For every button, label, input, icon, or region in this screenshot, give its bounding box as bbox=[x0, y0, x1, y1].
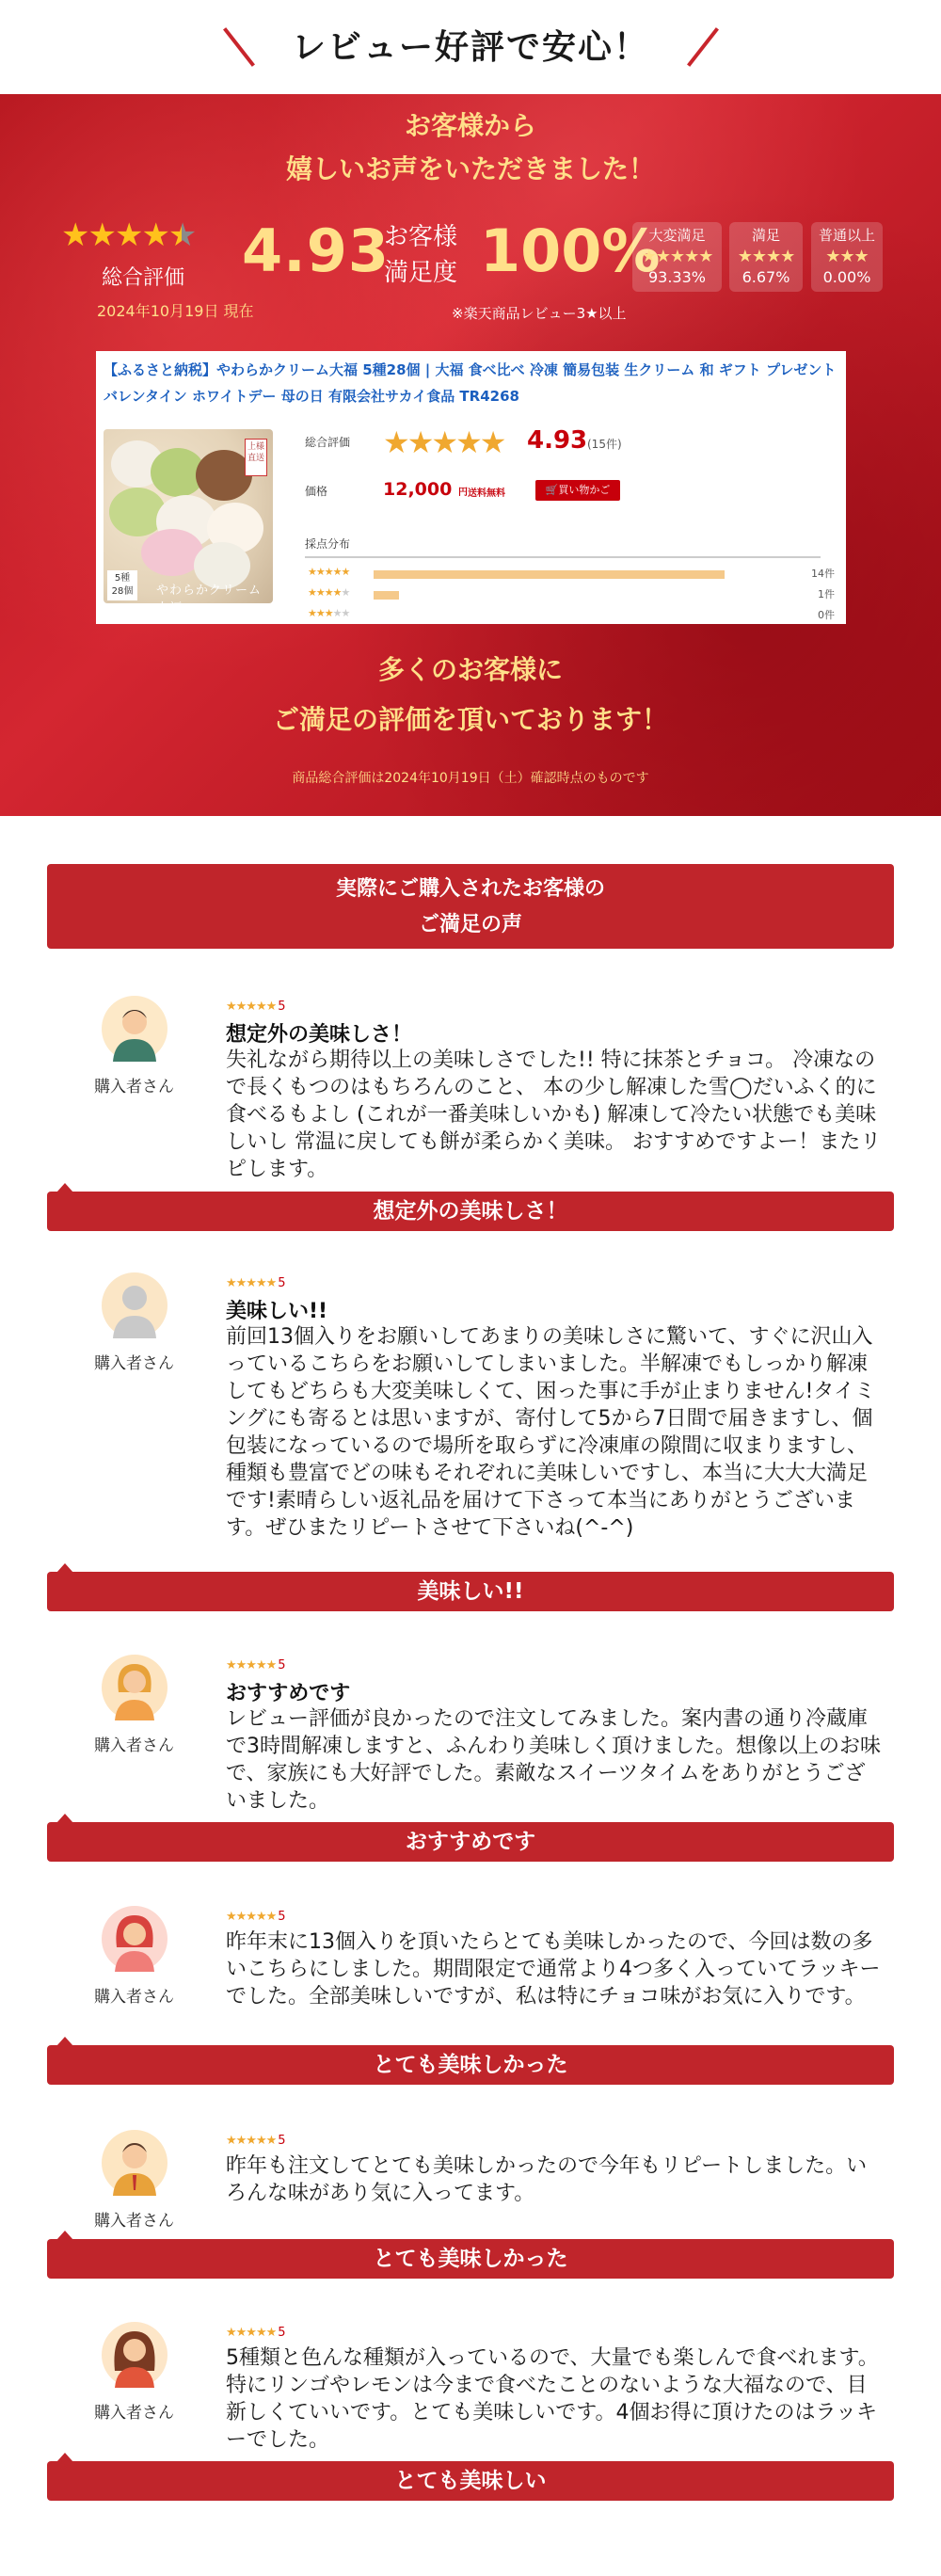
overall-rating-stars: ★★★★★ bbox=[61, 216, 196, 254]
reviewer-label: 購入者 bbox=[94, 1354, 142, 1373]
badge-very-satisfied bbox=[632, 222, 722, 292]
badge-title: 満足 bbox=[751, 227, 780, 244]
badge-average-or-better bbox=[811, 222, 883, 292]
distribution-row-3 bbox=[308, 607, 835, 624]
overall-score: 4.93 bbox=[242, 216, 390, 285]
reviewer-label: 購入者 bbox=[94, 1988, 142, 2007]
page-title: レビュー好評で安心！ bbox=[291, 28, 649, 67]
cart-icon: 🛒 bbox=[545, 484, 559, 496]
rating-score: 4.93 bbox=[527, 426, 588, 455]
distribution-label: 採点分布 bbox=[305, 537, 351, 551]
review-title: 美味しい!! bbox=[226, 1300, 328, 1323]
review-body: 昨年末に13個入りを頂いたらとても美味しかったので、今回は数の多いこちらにしました。期間限定で通常より4つ多く入っていてラッキーでした。全部美味しいですが、私は特にチョコ味がお気に入りです。 bbox=[226, 1930, 881, 2008]
distribution-row-5 bbox=[308, 566, 835, 583]
reviewer-name bbox=[94, 1983, 174, 2007]
review-stars-glyph: ★★★★★ bbox=[226, 1910, 277, 1924]
distribution-stars-4: ★★★★★ bbox=[308, 586, 350, 599]
review-stars bbox=[226, 1000, 285, 1014]
review-title: 想定外の美味しさ！ bbox=[226, 1023, 413, 1047]
section-title-line1: 実際にご購入されたお客様の bbox=[335, 877, 605, 901]
person-icon bbox=[102, 1272, 167, 1338]
section-title-line2: ご満足の声 bbox=[418, 913, 522, 936]
badge-title: 大変満足 bbox=[648, 227, 706, 244]
review-count-link[interactable]: (15件) bbox=[587, 438, 622, 451]
reviewer-suffix: さん bbox=[142, 1988, 174, 2007]
distribution-bar bbox=[374, 570, 725, 579]
review-stars-glyph: ★★★★★ bbox=[226, 1658, 277, 1672]
reviewer-name bbox=[94, 1350, 174, 1373]
distribution-count: 1件 bbox=[818, 588, 835, 600]
badge-title: 普通以上 bbox=[818, 227, 875, 244]
review-summary-bar: 美味しい!! bbox=[47, 1572, 894, 1611]
review-stars bbox=[226, 1910, 285, 1924]
mochi-chocolate bbox=[196, 450, 252, 501]
banner-heading-line1: お客様から bbox=[404, 110, 536, 141]
reviewer-name bbox=[94, 1073, 174, 1096]
reviewer-name bbox=[94, 2399, 174, 2423]
product-image-count: 5種 28個 bbox=[107, 570, 137, 600]
banner-heading-line2: 嬉しいお声をいただきました！ bbox=[285, 153, 655, 184]
rating-stars: ★★★★★ bbox=[383, 424, 504, 460]
review-stars bbox=[226, 1658, 285, 1672]
distribution-stars-5: ★★★★★ bbox=[308, 566, 350, 578]
reviewer-suffix: さん bbox=[142, 1354, 174, 1373]
customer-voices-header bbox=[47, 864, 894, 949]
product-image-tag: 上様 直送 bbox=[245, 439, 267, 476]
distribution-stars-3: ★★★★★ bbox=[308, 607, 350, 619]
review-body: レビュー評価が良かったので注文してみました。案内書の通り冷蔵庫で3時間解凍しますと、ふんわり美味しく頂けました。想像以上のお味で、家族にも大好評でした。素敵なスイーツタイムをありがとうございました。 bbox=[226, 1707, 881, 1813]
avatar-woman-red-hair bbox=[102, 1906, 167, 1972]
person-icon bbox=[102, 1655, 167, 1720]
distribution-count: 0件 bbox=[818, 609, 835, 621]
avatar-woman-long-hair bbox=[102, 2322, 167, 2388]
distribution-row-4 bbox=[308, 586, 835, 603]
free-shipping-label: 送料無料 bbox=[468, 488, 505, 499]
reviewer-label: 購入者 bbox=[94, 2212, 142, 2231]
cart-button-label: 買い物かご bbox=[558, 484, 611, 496]
distribution-count: 14件 bbox=[811, 568, 835, 580]
rating-label: 総合評価 bbox=[305, 436, 351, 449]
person-icon bbox=[102, 996, 167, 1062]
price-value bbox=[383, 479, 468, 500]
person-icon bbox=[102, 2130, 167, 2196]
reviewer-label: 購入者 bbox=[94, 1078, 142, 1096]
distribution-divider bbox=[305, 556, 821, 558]
price-label: 価格 bbox=[305, 485, 328, 498]
page-header bbox=[0, 0, 941, 94]
review-stars-glyph: ★★★★★ bbox=[226, 2134, 277, 2148]
review-stars-glyph: ★★★★★ bbox=[226, 1276, 277, 1290]
review-stars-glyph: ★★★★★ bbox=[226, 1000, 277, 1014]
avatar-woman bbox=[102, 1655, 167, 1720]
avatar-man bbox=[102, 996, 167, 1062]
avatar-default bbox=[102, 1272, 167, 1338]
banner-closing-line1: 多くのお客様に bbox=[377, 654, 563, 685]
reviewer-suffix: さん bbox=[142, 1078, 174, 1096]
review-body: 失礼ながら期待以上の美味しさでした!! 特に抹茶とチョコ。 冷凍なので長くもつのはもちろんのこと、 本の少し解凍した雪◯だいふく的に食べるもよし (これが一番美味しいかも) 解凍して冷たい状態でも美味しいし 常温に戻しても餅が柔らかく美味。 おすすめですよー！またリピします。 bbox=[226, 1048, 882, 1181]
badge-stars: ★★★ bbox=[825, 247, 869, 266]
review-summary-bar: とても美味しかった bbox=[47, 2045, 894, 2085]
reviewer-name bbox=[94, 2207, 174, 2231]
person-icon bbox=[102, 1906, 167, 1972]
satisfaction-label-line2: 満足度 bbox=[384, 259, 458, 287]
review-score: 5 bbox=[278, 2134, 285, 2148]
add-to-cart-button[interactable] bbox=[535, 480, 620, 501]
overall-rating-date: 2024年10月19日 現在 bbox=[97, 302, 254, 320]
badge-percent: 93.33% bbox=[647, 268, 706, 286]
badge-percent: 6.67% bbox=[742, 268, 790, 286]
review-source-note: ※楽天商品レビュー3★以上 bbox=[452, 305, 627, 322]
reviewer-suffix: さん bbox=[142, 1736, 174, 1755]
satisfaction-percent: 100% bbox=[480, 216, 661, 285]
review-summary-bar: 想定外の美味しさ！ bbox=[47, 1192, 894, 1231]
satisfaction-label bbox=[384, 219, 457, 291]
badge-stars: ★★★★★ bbox=[641, 247, 713, 266]
product-image-caption: やわらかクリーム大福 bbox=[156, 584, 263, 616]
review-title: おすすめです bbox=[226, 1682, 351, 1705]
review-summary-banner bbox=[0, 94, 941, 816]
review-summary-bar: とても美味しい bbox=[47, 2461, 894, 2501]
reviewer-label: 購入者 bbox=[94, 1736, 142, 1755]
review-body: 前回13個入りをお願いしてあまりの美味しさに驚いて、すぐに沢山入っているこちらをお願いしてしまいました。半解凍でもしっかり解凍してもどちらも大変美味しくて、困った事に手が止まりません!タイミングにも寄るとは思いますが、寄付して5から7日間で届きますし、個包装になっているので場所を取らずに冷凍庫の隙間に収まりますし、種類も豊富でどの味もそれぞれに美味しいですし、本当に大大大満足です!素晴らしい返礼品を届けて下さって本当にありがとうございます。ぜひまたリピートさせて下さいね(^-^) bbox=[226, 1325, 875, 1540]
review-stars bbox=[226, 2134, 285, 2148]
review-stars-glyph: ★★★★★ bbox=[226, 2326, 277, 2340]
avatar-man-suit bbox=[102, 2130, 167, 2196]
overall-rating-label: 総合評価 bbox=[102, 266, 185, 290]
review-score: 5 bbox=[278, 2326, 285, 2340]
review-score: 5 bbox=[278, 1276, 285, 1290]
review-body: 5種類と色んな種類が入っているので、大量でも楽しんで食べれます。特にリンゴやレモンは今まで食べたことのないような大福なので、目新しくていいです。とても美味しいです。4個お得に頂けたのはラッキーでした。 bbox=[226, 2346, 879, 2452]
distribution-bar bbox=[374, 591, 399, 600]
review-score: 5 bbox=[278, 1910, 285, 1924]
review-stars bbox=[226, 1276, 285, 1290]
reviewer-suffix: さん bbox=[142, 2212, 174, 2231]
badge-satisfied bbox=[729, 222, 803, 292]
person-icon bbox=[102, 2322, 167, 2388]
review-stars bbox=[226, 2326, 285, 2340]
satisfaction-label-line1: お客様 bbox=[384, 223, 458, 251]
reviewer-suffix: さん bbox=[142, 2404, 174, 2423]
price-amount: 12,000 bbox=[383, 479, 453, 500]
reviewer-label: 購入者 bbox=[94, 2404, 142, 2423]
product-title-link[interactable]: 【ふるさと納税】やわらかクリーム大福 5種28個 | 大福 食べ比べ 冷凍 簡易包装 生クリーム 和 ギフト プレゼント バレンタイン ホワイトデー 母の日 有限会社サカイ食品 TR4268 bbox=[104, 361, 837, 405]
banner-footnote: 商品総合評価は2024年10月19日（土）確認時点のものです bbox=[292, 771, 649, 786]
badge-stars: ★★★★ bbox=[737, 247, 795, 266]
review-summary-bar: おすすめです bbox=[47, 1822, 894, 1862]
product-image[interactable] bbox=[104, 429, 273, 616]
badge-percent: 0.00% bbox=[822, 268, 871, 286]
review-body: 昨年も注文してとても美味しかったので今年もリピートしました。いろんな味があり気に入ってます。 bbox=[226, 2154, 868, 2205]
review-score: 5 bbox=[278, 1000, 285, 1014]
review-summary-bar: とても美味しかった bbox=[47, 2239, 894, 2279]
price-unit: 円 bbox=[457, 488, 468, 498]
reviewer-name bbox=[94, 1732, 174, 1755]
banner-closing-line2: ご満足の評価を頂いております！ bbox=[272, 704, 668, 735]
product-review-card bbox=[96, 351, 846, 624]
review-score: 5 bbox=[278, 1658, 285, 1672]
